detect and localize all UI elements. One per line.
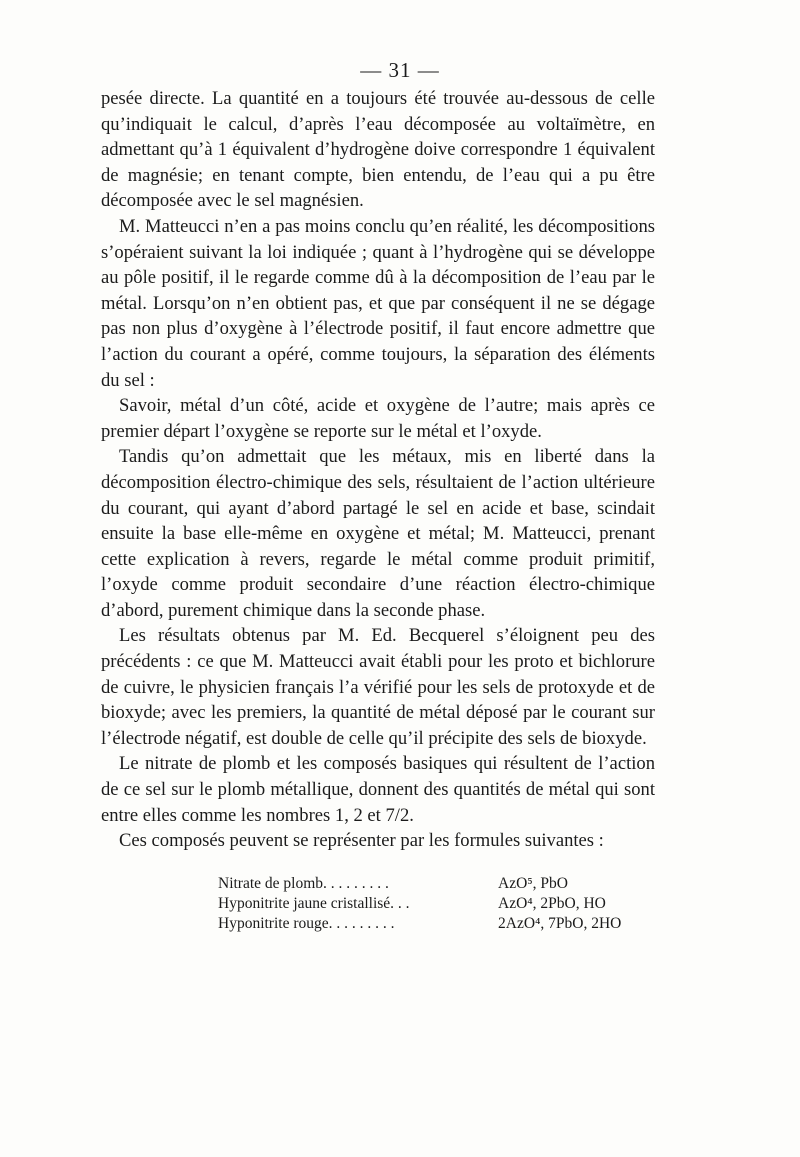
paragraph: Tandis qu’on admettait que les métaux, mis en liberté dans la décomposition électro-chimique des sels, résultaient de l’action ultérieure du courant, qui ayant d’abord partagé le sel en acide et base, scindait ensuite la base elle-même en oxygène et métal; M. Matteucci, prenant cette explication à revers, regarde le métal comme produit primitif, l’oxyde comme produit secondaire d’une réaction électro-chimique d’abord, purement chimique dans la seconde phase. bbox=[101, 446, 655, 621]
paragraph: Les résultats obtenus par M. Ed. Becquerel s’éloignent peu des précédents : ce que M. Matteucci avait établi pour les proto et bichlorure de cuivre, le physicien français l’a vérifié pour les sels de protoxyde et de bioxyde; avec les premiers, la quantité de métal déposé par le courant sur l’électrode négatif, est double de celle qu’il précipite des sels de bioxyde. bbox=[101, 625, 655, 749]
paragraph: pesée directe. La quantité en a toujours été trouvée au-dessous de celle qu’indiquait le calcul, d’après l’eau décomposée au voltaïmètre, en admettant qu’à 1 équivalent d’hydrogène doive correspondre 1 équivalent de magnésie; en tenant compte, bien entendu, de l’eau qui a pu être décomposée avec le sel magnésien. bbox=[101, 88, 655, 212]
compound-formula: AzO⁴, 2PbO, HO bbox=[498, 895, 606, 912]
paragraph: Savoir, métal d’un côté, acide et oxygène de l’autre; mais après ce premier départ l’oxygène se reporte sur le métal et l’oxyde. bbox=[101, 395, 655, 442]
paragraph: Ces composés peuvent se représenter par les formules suivantes : bbox=[119, 830, 604, 852]
page-number: — 31 — bbox=[360, 58, 440, 82]
paragraph: Le nitrate de plomb et les composés basiques qui résultent de l’action de ce sel sur le plomb métallique, donnent des quantités de métal qui sont entre elles comme les nombres 1, 2 et 7/2. bbox=[101, 753, 655, 826]
compound-formula: 2AzO⁴, 7PbO, 2HO bbox=[498, 915, 622, 932]
body-text bbox=[101, 86, 655, 854]
formula-table bbox=[218, 874, 622, 934]
paragraph: M. Matteucci n’en a pas moins conclu qu’en réalité, les décompositions s’opéraient suivant la loi indiquée ; quant à l’hydrogène qui se développe au pôle positif, il le regarde comme dû à la décomposition de l’eau par le métal. Lorsqu’on n’en obtient pas, et que par conséquent il ne se dégage pas non plus d’oxygène à l’électrode positif, il faut encore admettre que l’action du courant a opéré, comme toujours, la séparation des éléments du sel : bbox=[101, 215, 655, 391]
compound-name: Hyponitrite rouge. . . . . . . . . bbox=[218, 915, 395, 932]
formula-row bbox=[218, 874, 608, 894]
formula-row bbox=[218, 894, 608, 914]
compound-name: Nitrate de plomb. . . . . . . . . bbox=[218, 875, 389, 892]
compound-name: Hyponitrite jaune cristallisé. . . bbox=[218, 895, 410, 912]
compound-formula: AzO⁵, PbO bbox=[498, 875, 568, 892]
formula-row bbox=[218, 914, 622, 934]
